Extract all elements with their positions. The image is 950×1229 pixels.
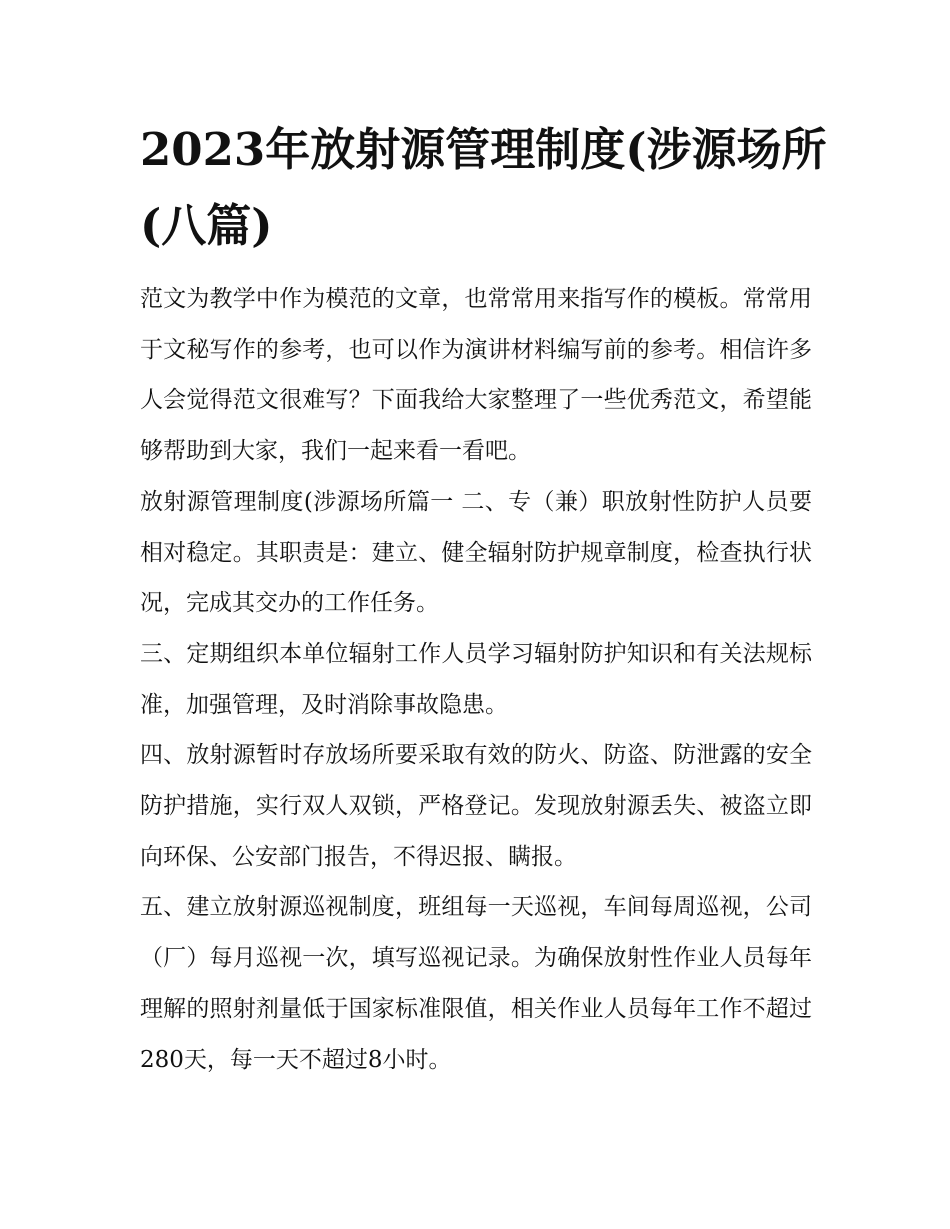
paragraph-section-5: 五、建立放射源巡视制度，班组每一天巡视，车间每周巡视，公司（厂）每月巡视一次，填写巡视记录。为确保放射性作业人员每年理解的照射剂量低于国家标准限值，相关作业人员每年工作不超过280天，每一天不超过8小时。 [140, 894, 812, 1073]
paragraph-section-3: 三、定期组织本单位辐射工作人员学习辐射防护知识和有关法规标准，加强管理，及时消除事故隐患。 [140, 640, 812, 718]
paragraph-section-4: 四、放射源暂时存放场所要采取有效的防火、防盗、防泄露的安全防护措施，实行双人双锁，严格登记。发现放射源丢失、被盗立即向环保、公安部门报告，不得迟报、瞒报。 [140, 742, 812, 870]
paragraph-intro: 范文为教学中作为模范的文章，也常常用来指写作的模板。常常用于文秘写作的参考，也可以作为演讲材料编写前的参考。相信许多人会觉得范文很难写？下面我给大家整理了一些优秀范文，希望能够帮助到大家，我们一起来看一看吧。 [140, 286, 812, 465]
document-title: 2023年放射源管理制度(涉源场所(八篇) [140, 123, 827, 252]
document-body [140, 274, 812, 1085]
paragraph-section-2: 放射源管理制度(涉源场所篇一 二、专（兼）职放射性防护人员要相对稳定。其职责是：建立、健全辐射防护规章制度，检查执行状况，完成其交办的工作任务。 [140, 488, 812, 617]
